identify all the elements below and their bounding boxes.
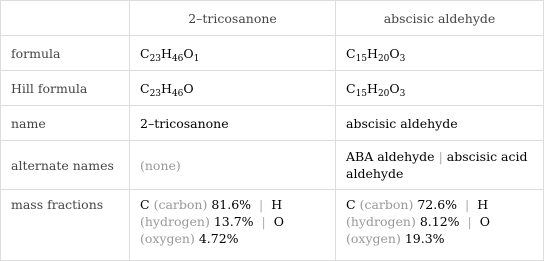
name-cell-1: 2–tricosanone	[130, 106, 336, 141]
mass-fraction-value: 13.7%	[213, 214, 254, 229]
formula-cell-1	[130, 36, 336, 71]
header-compound-2: abscisic aldehyde	[336, 1, 544, 36]
element-count: 20	[377, 53, 390, 64]
row-hill-formula	[1, 71, 544, 106]
element-symbol: C	[140, 80, 150, 96]
element-symbol: O	[389, 45, 400, 61]
name-cell-2: abscisic aldehyde	[336, 106, 544, 141]
element-symbol: H	[161, 80, 172, 96]
mass-fraction-symbol: C	[140, 197, 150, 212]
mass-fraction-symbol: O	[273, 214, 284, 229]
mass-fraction-symbol: H	[477, 197, 489, 212]
mass-fractions-cell-1	[130, 190, 336, 261]
mass-fraction-value: 81.6%	[211, 197, 252, 212]
separator: |	[259, 197, 264, 212]
mass-fraction-value: 4.72%	[198, 231, 239, 246]
mass-fraction-element-name: (carbon)	[359, 197, 414, 212]
header-row	[1, 1, 544, 36]
element-count: 46	[171, 88, 184, 99]
mass-fraction-element-name: (oxygen)	[140, 231, 195, 246]
mass-fraction-value: 72.6%	[417, 197, 458, 212]
separator: |	[465, 197, 470, 212]
alternate-names-cell-1: (none)	[130, 141, 336, 190]
element-symbol: O	[183, 80, 194, 96]
mass-fraction-element-name: (hydrogen)	[346, 214, 416, 229]
row-label-hill-formula: Hill formula	[1, 71, 130, 106]
element-symbol: H	[367, 80, 378, 96]
element-count: 1	[193, 53, 200, 64]
row-label-formula: formula	[1, 36, 130, 71]
element-symbol: H	[161, 45, 172, 61]
element-symbol: O	[183, 45, 194, 61]
row-label-mass-fractions: mass fractions	[1, 190, 130, 261]
row-formula	[1, 36, 544, 71]
separator: |	[467, 214, 472, 229]
element-count: 3	[399, 88, 406, 99]
mass-fractions-cell-2	[336, 190, 544, 261]
header-compound-1: 2–tricosanone	[130, 1, 336, 36]
row-alternate-names	[1, 141, 544, 190]
element-count: 15	[355, 53, 368, 64]
element-count: 46	[171, 53, 184, 64]
header-empty-cell	[1, 1, 130, 36]
element-count: 23	[149, 53, 162, 64]
mass-fraction-symbol: H	[271, 197, 283, 212]
mass-fraction-symbol: O	[479, 214, 490, 229]
alternate-names-cell-2	[336, 141, 544, 190]
mass-fraction-value: 19.3%	[404, 231, 445, 246]
element-symbol: C	[346, 45, 356, 61]
element-count: 15	[355, 88, 368, 99]
element-symbol: C	[140, 45, 150, 61]
separator: |	[438, 149, 443, 164]
element-count: 23	[149, 88, 162, 99]
formula-cell-2	[336, 36, 544, 71]
mass-fraction-element-name: (oxygen)	[346, 231, 401, 246]
hill-formula-cell-2	[336, 71, 544, 106]
element-count: 3	[399, 53, 406, 64]
alternate-name: ABA aldehyde	[346, 149, 435, 164]
element-symbol: C	[346, 80, 356, 96]
element-count: 20	[377, 88, 390, 99]
row-label-alternate-names: alternate names	[1, 141, 130, 190]
mass-fraction-symbol: C	[346, 197, 356, 212]
row-name	[1, 106, 544, 141]
row-label-name: name	[1, 106, 130, 141]
alternate-name: abscisic acid aldehyde	[346, 149, 528, 181]
separator: |	[261, 214, 266, 229]
mass-fraction-element-name: (hydrogen)	[140, 214, 210, 229]
row-mass-fractions	[1, 190, 544, 261]
mass-fraction-value: 8.12%	[419, 214, 460, 229]
element-symbol: H	[367, 45, 378, 61]
element-symbol: O	[389, 80, 400, 96]
mass-fraction-element-name: (carbon)	[153, 197, 208, 212]
hill-formula-cell-1	[130, 71, 336, 106]
